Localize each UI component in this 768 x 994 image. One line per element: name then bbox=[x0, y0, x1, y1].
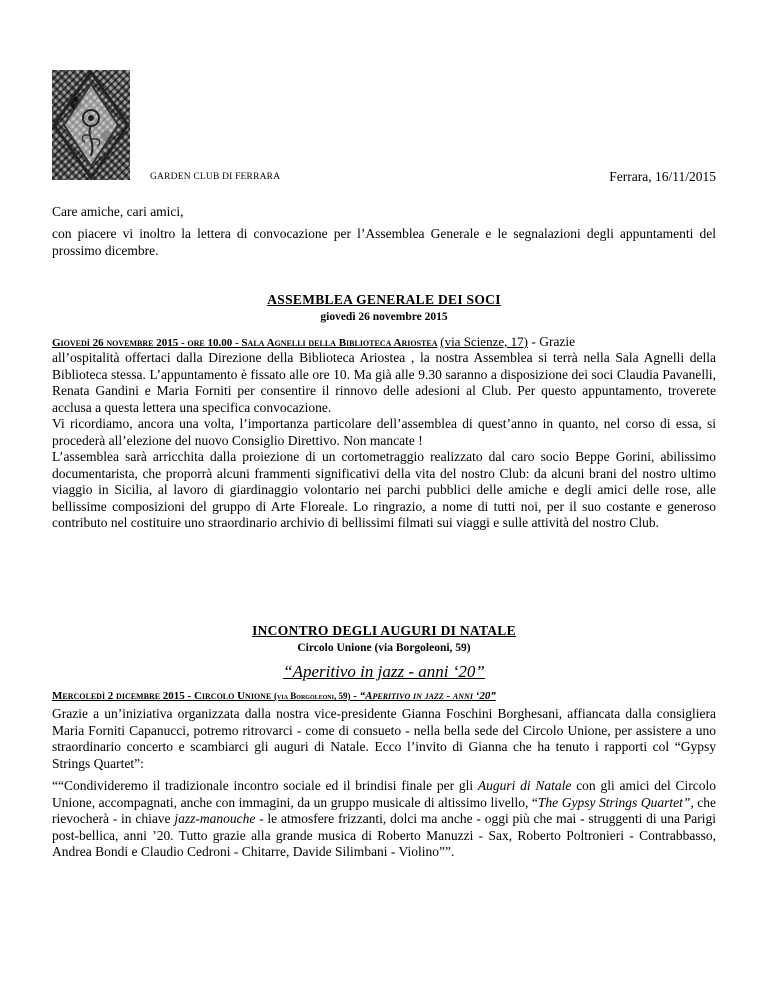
assemblea-event-address: (via Scienze, 17) bbox=[440, 334, 528, 349]
natale-event-prefix: Mercoledì 2 dicembre 2015 - Circolo Unione bbox=[52, 690, 275, 702]
quote-italic: The Gypsy Strings Quartet”, bbox=[537, 794, 694, 810]
assemblea-title: ASSEMBLEA GENERALE DEI SOCI bbox=[267, 292, 501, 307]
quote-part: - le atmosfere frizzanti, dolci ma anche - oggi più che mai - struggenti di una Parigi post-bellica, anni ’20. Tutto grazie alla grande musica di Roberto Manuzzi - Sax, Roberto Poltronieri - Contrabbasso, Andrea Bondi e Claudio Cedroni - Chitarre, Davide Silimbani - Violino””. bbox=[52, 811, 716, 859]
garden-club-logo bbox=[52, 70, 130, 180]
assemblea-body bbox=[52, 350, 716, 532]
quote-italic: Auguri di Natale bbox=[477, 778, 572, 793]
assemblea-paragraph: L’assemblea sarà arricchita dalla proiezione di un cortometraggio realizzato dal caro socio Beppe Gorini, abilissimo documentarista, che proporrà alcuni frammenti significativi della vita del nostro Club: da alcuni brani del nostro ultimo viaggio in Sicilia, al lavoro di giardinaggio volontario nei parchi pubblici delle amiche e degli amici delle rose, alle bellissime composizioni del gruppo di Arte Floreale. Lo ringrazio, a nome di tutti noi, per il suo costante e generoso contributo nel costituire uno straordinario archivio di bellissimi filmati sui viaggi e sulle attività del nostro Club. bbox=[52, 449, 716, 530]
natale-event-address: (via Borgoleoni, 59) bbox=[274, 691, 351, 701]
assemblea-event-prefix: Giovedì 26 novembre 2015 - ore 10.00 - bbox=[52, 337, 242, 349]
natale-quote bbox=[52, 778, 716, 861]
assemblea-subtitle: giovedì 26 novembre 2015 bbox=[320, 311, 448, 323]
quote-italic: jazz-manouche bbox=[174, 811, 256, 826]
natale-event-title: “Aperitivo in jazz - anni ‘20” bbox=[359, 690, 496, 702]
intro-paragraph: con piacere vi inoltro la lettera di convocazione per l’Assemblea Generale e le segnalazioni degli appuntamenti del prossimo dicembre. bbox=[52, 226, 716, 258]
quote-part: che rievocherà - in chiave bbox=[52, 794, 716, 826]
quote-part: ““Condivideremo il tradizionale incontro sociale ed il brindisi finale per gli bbox=[52, 778, 478, 793]
assemblea-event-tail: - Grazie bbox=[527, 334, 576, 349]
natale-paragraph: Grazie a un’iniziativa organizzata dalla nostra vice-presidente Gianna Foschini Borghesani, affiancata dalla consigliera Maria Forniti Capanucci, potremo ritrovarci - come di consueto - nella bella sede del Circolo Unione, per assistere a uno straordinario concerto e scambiarci gli auguri di Natale. Ecco l’invito di Gianna che ha tenuto i rapporti col “Gypsy Strings Quartet”: bbox=[52, 706, 716, 771]
assemblea-paragraph: all’ospitalità offertaci dalla Direzione della Biblioteca Ariostea , la nostra Assemblea si terrà nella Sala Agnelli della Biblioteca stessa. L’appuntamento è fissato alle ore 10. Ma già alle 9.30 saranno a disposizione dei soci Claudia Pavanelli, Renata Gandini e Maria Forniti per consentire il rinnovo delle adesioni al Club. Per questo appuntamento, troverete acclusa a questa lettera una specifica convocazione. bbox=[52, 350, 716, 415]
natale-title: INCONTRO DEGLI AUGURI DI NATALE bbox=[252, 623, 516, 638]
natale-subtitle: Circolo Unione (via Borgoleoni, 59) bbox=[297, 642, 471, 654]
quote-part: con gli amici del Circolo Unione, accompagnati, anche con immagini, da un gruppo musicale di altissimo livello, “ bbox=[52, 778, 717, 810]
natale-headline: “Aperitivo in jazz - anni ‘20” bbox=[283, 662, 485, 681]
ornament-icon bbox=[52, 70, 130, 180]
assemblea-event-line bbox=[52, 334, 716, 350]
place-date: Ferrara, 16/11/2015 bbox=[609, 169, 716, 184]
assemblea-event-place: Sala Agnelli della Biblioteca Ariostea bbox=[241, 337, 438, 349]
assemblea-paragraph: Vi ricordiamo, ancora una volta, l’importanza particolare dell’assemblea di quest’anno in quanto, nel corso di essa, si procederà all’elezione del nuovo Consiglio Direttivo. Non mancate ! bbox=[52, 416, 716, 448]
natale-event-dash: - bbox=[350, 690, 360, 702]
club-name: GARDEN CLUB DI FERRARA bbox=[150, 172, 281, 182]
natale-event-line bbox=[52, 690, 716, 702]
greeting: Care amiche, cari amici, bbox=[52, 204, 184, 219]
